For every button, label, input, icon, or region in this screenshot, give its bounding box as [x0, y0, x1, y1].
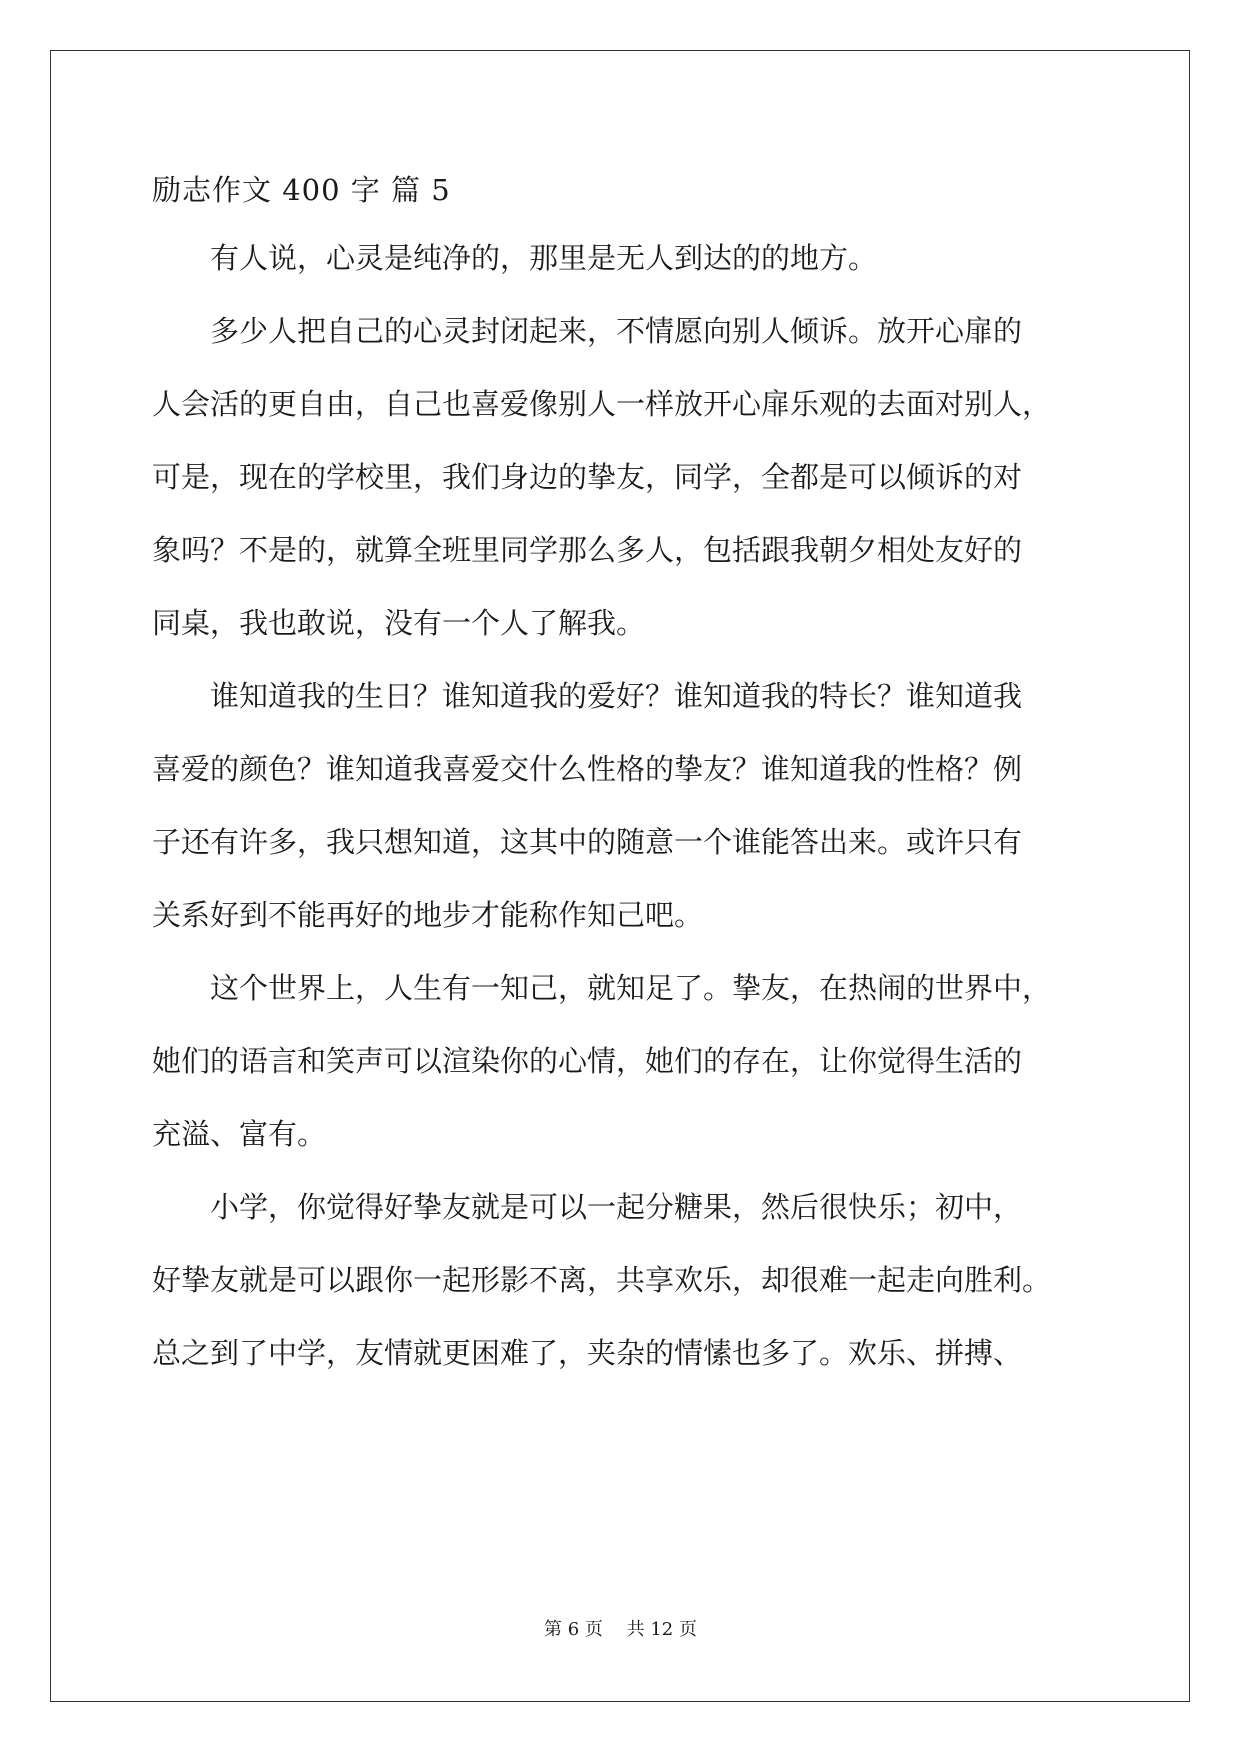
text-line: 人会活的更自由，自己也喜爱像别人一样放开心扉乐观的去面对别人， [152, 387, 1052, 421]
text-line: 可是，现在的学校里，我们身边的挚友，同学，全都是可以倾诉的对 [152, 460, 1023, 494]
text-line: 关系好到不能再好的地步才能称作知己吧。 [152, 898, 704, 932]
text-line: 多少人把自己的心灵封闭起来，不情愿向别人倾诉。放开心扉的 [152, 314, 1023, 348]
text-line: 子还有许多，我只想知道，这其中的随意一个谁能答出来。或许只有 [152, 825, 1023, 859]
text-line: 这个世界上，人生有一知己，就知足了。挚友，在热闹的世界中， [152, 971, 1052, 1005]
text-line: 充溢、富有。 [152, 1117, 327, 1151]
text-line: 谁知道我的生日？谁知道我的爱好？谁知道我的特长？谁知道我 [152, 679, 1023, 713]
text-line: 小学，你觉得好挚友就是可以一起分糖果，然后很快乐；初中， [152, 1190, 1023, 1224]
text-line: 好挚友就是可以跟你一起形影不离，共享欢乐，却很难一起走向胜利。 [152, 1263, 1052, 1297]
text-line: 总之到了中学，友情就更困难了，夹杂的情愫也多了。欢乐、拼搏、 [152, 1336, 1023, 1370]
page-number-footer: 第 6 页 共 12 页 [544, 1619, 697, 1640]
document-title: 励志作文 400 字 篇 5 [152, 173, 451, 207]
text-line: 象吗？不是的，就算全班里同学那么多人，包括跟我朝夕相处友好的 [152, 533, 1023, 567]
text-line: 有人说，心灵是纯净的，那里是无人到达的的地方。 [152, 241, 878, 275]
text-line: 她们的语言和笑声可以渲染你的心情，她们的存在，让你觉得生活的 [152, 1044, 1023, 1078]
text-line: 喜爱的颜色？谁知道我喜爱交什么性格的挚友？谁知道我的性格？例 [152, 752, 1023, 786]
page-border [50, 50, 1190, 1702]
text-line: 同桌，我也敢说，没有一个人了解我。 [152, 606, 646, 640]
